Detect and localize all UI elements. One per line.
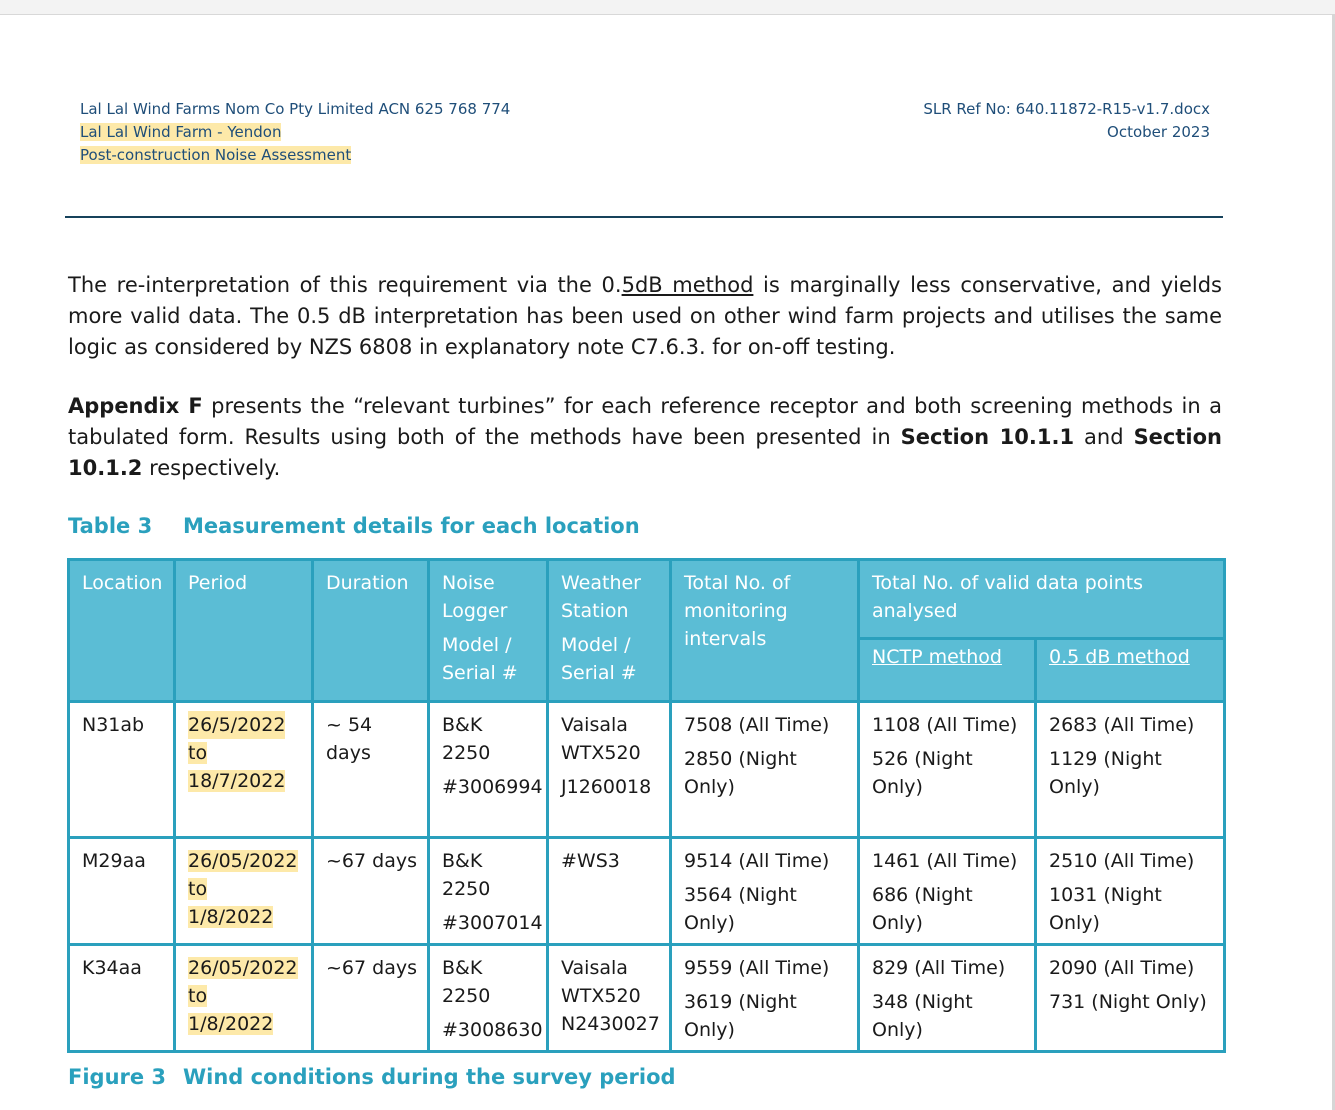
col-header-location: Location [69,560,175,702]
location-cell: N31ab [69,702,175,838]
paragraph-method: The re-interpretation of this requirement via the 0.5dB method is marginally less conservative, and yields more valid data. The 0.5 dB interpretation has been used on other wind farm projects and utilises the same logic as considered by NZS 6808 in explanatory note C7.6.3. for on-off testing. [68,273,1222,359]
total-cell: 9514 (All Time) 3564 (Night Only) [671,838,859,945]
appendix-ref: Appendix F [68,394,203,418]
figure-title: Wind conditions during the survey period [183,1065,676,1089]
table-caption [68,514,640,538]
location-cell: K34aa [69,945,175,1052]
total-cell: 9559 (All Time) 3619 (Night Only) [671,945,859,1052]
period-cell: 26/5/2022 to 18/7/2022 [175,702,313,838]
nctp-cell: 1461 (All Time) 686 (Night Only) [859,838,1036,945]
col-header-weather-station: Weather Station Model / Serial # [548,560,671,702]
section-ref-1: Section 10.1.1 [900,425,1075,449]
duration-cell: ~67 days [313,838,429,945]
total-cell: 7508 (All Time) 2850 (Night Only) [671,702,859,838]
table-number: Table 3 [68,514,153,538]
weather-cell: Vaisala WTX520 N2430027 [548,945,671,1052]
col-header-period: Period [175,560,313,702]
logger-cell: B&K 2250 #3008630 [429,945,548,1052]
location-cell: M29aa [69,838,175,945]
weather-cell: #WS3 [548,838,671,945]
nctp-cell: 829 (All Time) 348 (Night Only) [859,945,1036,1052]
figure-number: Figure 3 [68,1065,167,1089]
duration-cell: ~67 days [313,945,429,1052]
project-name: Lal Lal Wind Farm - Yendon [80,123,282,141]
table-row [69,702,1225,838]
figure-caption [68,1065,676,1089]
table-row [69,838,1225,945]
document-header-right [923,98,1210,144]
col-header-total-intervals: Total No. of monitoring intervals [671,560,859,702]
period-cell: 26/05/2022 to 1/8/2022 [175,945,313,1052]
nctp-cell: 1108 (All Time) 526 (Night Only) [859,702,1036,838]
company-name: Lal Lal Wind Farms Nom Co Pty Limited ACN 625 768 774 [80,100,511,118]
db05-cell: 2090 (All Time) 731 (Night Only) [1036,945,1225,1052]
duration-cell: ~ 54 days [313,702,429,838]
report-date: October 2023 [1107,123,1210,141]
section-ref-2: Section 10.1.2 [68,425,1222,480]
col-header-duration: Duration [313,560,429,702]
document-header-left [80,98,510,167]
db05-cell: 2683 (All Time) 1129 (Night Only) [1036,702,1225,838]
report-name: Post-construction Noise Assessment [80,146,352,164]
measurement-table [67,558,1226,1053]
report-reference: SLR Ref No: 640.11872-R15-v1.7.docx [923,100,1210,118]
logger-cell: B&K 2250 #3007014 [429,838,548,945]
table-row [69,945,1225,1052]
header-divider [65,216,1223,218]
db05-cell: 2510 (All Time) 1031 (Night Only) [1036,838,1225,945]
col-header-noise-logger: Noise Logger Model / Serial # [429,560,548,702]
col-header-05db: 0.5 dB method [1036,638,1225,701]
col-header-valid-points: Total No. of valid data points analysed [859,560,1225,639]
method-link-text: 5dB method [621,273,754,297]
logger-cell: B&K 2250 #3006994 [429,702,548,838]
weather-cell: Vaisala WTX520 J1260018 [548,702,671,838]
table-title: Measurement details for each location [183,514,640,538]
period-cell: 26/05/2022 to 1/8/2022 [175,838,313,945]
paragraph-appendix: Appendix F presents the “relevant turbines” for each reference receptor and both screening methods in a tabulated form. Results using both of the methods have been presented in Section 10.1.1 and Section 10.1.2 respectively. [68,394,1222,480]
window-top-bar [0,0,1335,15]
col-header-nctp: NCTP method [859,638,1036,701]
